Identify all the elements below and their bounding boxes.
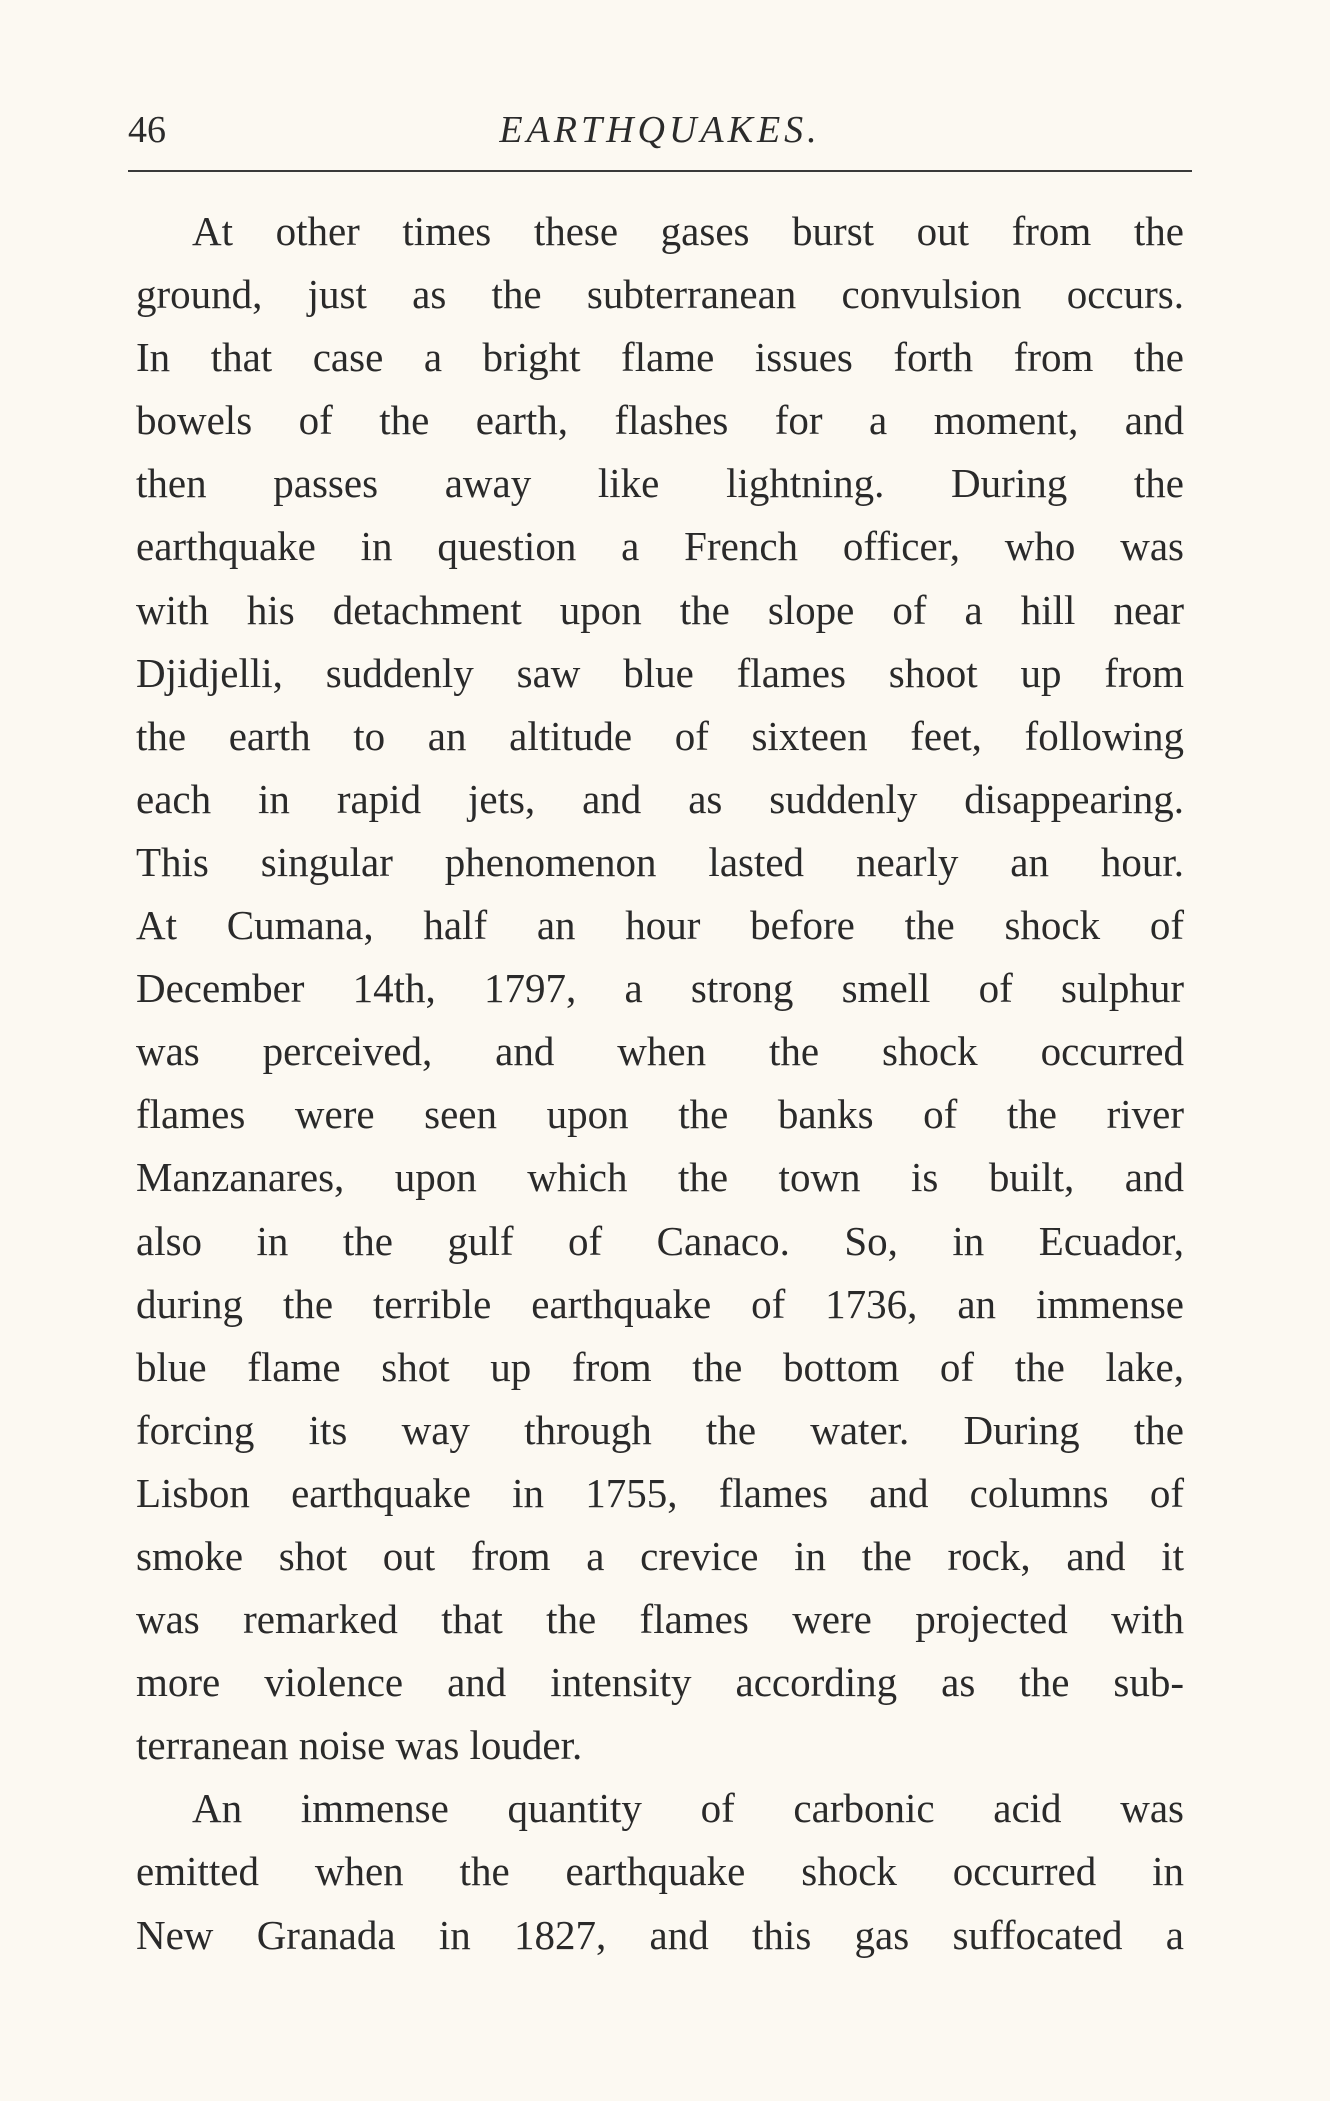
text-line: smoke shot out from a crevice in the rock, and it	[136, 1532, 1184, 1579]
text-line: December 14th, 1797, a strong smell of sulphur	[136, 965, 1184, 1012]
text-line: This singular phenomenon lasted nearly an hour.	[136, 838, 1184, 885]
text-line: bowels of the earth, flashes for a moment, and	[136, 397, 1184, 444]
paragraph-2	[136, 1777, 1184, 1966]
text-line: then passes away like lightning. During the	[136, 460, 1184, 507]
text-line: In that case a bright flame issues forth from the	[136, 334, 1184, 381]
text-line: flames were seen upon the banks of the river	[136, 1091, 1184, 1138]
text-line: was perceived, and when the shock occurred	[136, 1028, 1184, 1075]
text-line: with his detachment upon the slope of a hill near	[136, 586, 1184, 633]
text-line: Lisbon earthquake in 1755, flames and columns of	[136, 1469, 1184, 1516]
text-line: was remarked that the flames were projected with	[136, 1596, 1184, 1643]
text-line: An immense quantity of carbonic acid was	[192, 1785, 1184, 1832]
text-line: New Granada in 1827, and this gas suffocated a	[136, 1911, 1184, 1958]
text-line: Djidjelli, suddenly saw blue flames shoot up from	[136, 649, 1184, 696]
text-line: terranean noise was louder.	[136, 1722, 583, 1769]
text-line: the earth to an altitude of sixteen feet, following	[136, 712, 1184, 759]
text-line: emitted when the earthquake shock occurred in	[136, 1848, 1184, 1895]
text-line: also in the gulf of Canaco. So, in Ecuador,	[136, 1217, 1184, 1264]
text-line: Manzanares, upon which the town is built, and	[136, 1154, 1184, 1201]
body-text	[136, 200, 1184, 1967]
text-line: more violence and intensity according as the sub-	[136, 1659, 1184, 1706]
text-line: earthquake in question a French officer, who was	[136, 523, 1184, 570]
text-line: ground, just as the subterranean convulsion occurs.	[136, 271, 1184, 318]
text-line: At other times these gases burst out from the	[192, 208, 1184, 254]
page-header	[128, 108, 1192, 158]
page-number: 46	[128, 109, 166, 151]
text-line: blue flame shot up from the bottom of the lake,	[136, 1343, 1184, 1390]
text-line: each in rapid jets, and as suddenly disappearing.	[136, 775, 1184, 822]
text-line: forcing its way through the water. During the	[136, 1406, 1184, 1453]
header-rule	[128, 170, 1192, 172]
running-head: EARTHQUAKES.	[499, 109, 821, 151]
text-line: during the terrible earthquake of 1736, an immense	[136, 1280, 1184, 1327]
paragraph-1	[136, 200, 1184, 1777]
text-line: At Cumana, half an hour before the shock of	[136, 902, 1184, 949]
